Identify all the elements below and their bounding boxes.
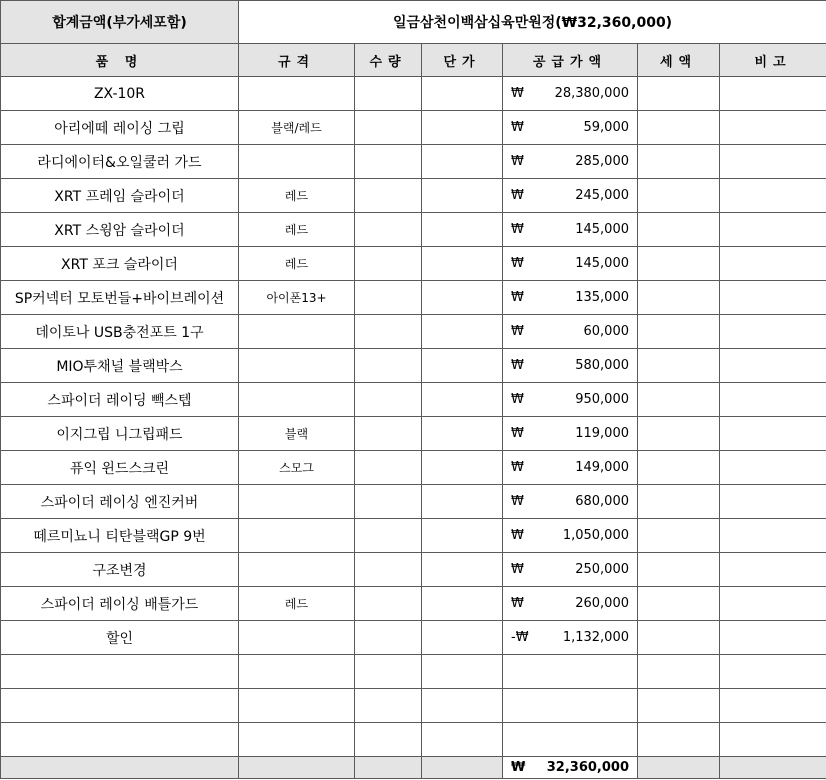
item-note xyxy=(720,723,826,757)
table-row xyxy=(1,383,826,417)
item-note xyxy=(720,485,826,519)
item-tax xyxy=(638,451,720,485)
item-supply-cell xyxy=(503,417,638,451)
item-tax xyxy=(638,145,720,179)
item-supply-cell xyxy=(503,111,638,145)
item-supply-amount: 950,000 xyxy=(575,392,629,407)
item-spec xyxy=(239,553,355,587)
item-spec xyxy=(239,315,355,349)
item-supply-amount: 285,000 xyxy=(575,154,629,169)
item-spec: 레드 xyxy=(239,179,355,213)
table-row xyxy=(1,213,826,247)
item-unit-price xyxy=(422,179,503,213)
item-unit-price xyxy=(422,281,503,315)
item-note xyxy=(720,689,826,723)
item-name: SP커넥터 모토번들+바이브레이션 xyxy=(1,281,239,315)
item-name: 떼르미뇨니 티탄블랙GP 9번 xyxy=(1,519,239,553)
table-row xyxy=(1,417,826,451)
item-qty xyxy=(355,145,422,179)
table-row xyxy=(1,77,826,111)
item-note xyxy=(720,553,826,587)
item-name: 아리에떼 레이싱 그립 xyxy=(1,111,239,145)
item-qty xyxy=(355,519,422,553)
item-spec xyxy=(239,519,355,553)
item-tax xyxy=(638,553,720,587)
item-supply-amount: 60,000 xyxy=(583,324,629,339)
item-qty xyxy=(355,383,422,417)
item-spec: 스모그 xyxy=(239,451,355,485)
item-unit-price xyxy=(422,383,503,417)
item-currency-symbol: ₩ xyxy=(511,120,524,135)
item-supply-amount: 28,380,000 xyxy=(554,86,629,101)
item-spec: 아이폰13+ xyxy=(239,281,355,315)
header-qty: 수량 xyxy=(355,44,422,77)
item-tax xyxy=(638,485,720,519)
table-row xyxy=(1,519,826,553)
item-supply-amount: 1,132,000 xyxy=(562,630,629,645)
total-blank-spec xyxy=(239,757,355,779)
item-supply-amount: 580,000 xyxy=(575,358,629,373)
item-tax xyxy=(638,77,720,111)
total-blank-qty xyxy=(355,757,422,779)
item-note xyxy=(720,451,826,485)
item-supply-cell xyxy=(503,553,638,587)
total-currency-symbol: ₩ xyxy=(511,760,526,775)
item-name: 라디에이터&오일쿨러 가드 xyxy=(1,145,239,179)
item-spec: 블랙/레드 xyxy=(239,111,355,145)
item-tax xyxy=(638,383,720,417)
item-qty xyxy=(355,179,422,213)
item-note xyxy=(720,587,826,621)
header-spec: 규격 xyxy=(239,44,355,77)
table-row xyxy=(1,451,826,485)
item-qty xyxy=(355,349,422,383)
item-supply-amount: 1,050,000 xyxy=(562,528,629,543)
item-supply-cell xyxy=(503,587,638,621)
item-note xyxy=(720,145,826,179)
item-spec xyxy=(239,349,355,383)
item-supply-cell xyxy=(503,383,638,417)
table-row xyxy=(1,281,826,315)
item-supply-cell xyxy=(503,519,638,553)
table-row xyxy=(1,111,826,145)
item-qty xyxy=(355,553,422,587)
item-note xyxy=(720,179,826,213)
item-qty xyxy=(355,689,422,723)
item-supply-amount: 245,000 xyxy=(575,188,629,203)
header-unit-price: 단가 xyxy=(422,44,503,77)
item-name: XRT 스윙암 슬라이더 xyxy=(1,213,239,247)
item-spec xyxy=(239,723,355,757)
item-qty xyxy=(355,451,422,485)
item-supply-amount: 260,000 xyxy=(575,596,629,611)
table-row xyxy=(1,655,826,689)
item-tax xyxy=(638,315,720,349)
item-note xyxy=(720,519,826,553)
item-spec: 레드 xyxy=(239,213,355,247)
column-header-row xyxy=(1,44,826,77)
item-unit-price xyxy=(422,723,503,757)
item-supply-cell xyxy=(503,689,638,723)
item-note xyxy=(720,349,826,383)
item-currency-symbol: ₩ xyxy=(511,256,524,271)
item-currency-symbol: ₩ xyxy=(511,460,524,475)
total-blank-note xyxy=(720,757,826,779)
table-row xyxy=(1,145,826,179)
item-tax xyxy=(638,179,720,213)
item-tax xyxy=(638,519,720,553)
summary-label: 합계금액(부가세포함) xyxy=(1,1,239,44)
item-unit-price xyxy=(422,519,503,553)
table-row xyxy=(1,247,826,281)
item-supply-cell xyxy=(503,485,638,519)
item-currency-symbol: ₩ xyxy=(511,154,524,169)
item-qty xyxy=(355,213,422,247)
table-row xyxy=(1,621,826,655)
header-tax: 세액 xyxy=(638,44,720,77)
item-supply-amount: 59,000 xyxy=(583,120,629,135)
total-blank-unit-price xyxy=(422,757,503,779)
header-name: 품 명 xyxy=(1,44,239,77)
item-unit-price xyxy=(422,655,503,689)
item-supply-cell xyxy=(503,145,638,179)
item-spec: 레드 xyxy=(239,587,355,621)
item-supply-amount: 145,000 xyxy=(575,256,629,271)
item-name: 퓨익 윈드스크린 xyxy=(1,451,239,485)
item-qty xyxy=(355,417,422,451)
item-tax xyxy=(638,621,720,655)
item-qty xyxy=(355,247,422,281)
item-spec xyxy=(239,485,355,519)
item-name xyxy=(1,655,239,689)
item-name: 스파이더 레이싱 엔진커버 xyxy=(1,485,239,519)
item-note xyxy=(720,655,826,689)
item-supply-cell xyxy=(503,349,638,383)
item-currency-symbol: ₩ xyxy=(511,562,524,577)
item-tax xyxy=(638,111,720,145)
item-currency-symbol: ₩ xyxy=(511,392,524,407)
item-unit-price xyxy=(422,111,503,145)
item-note xyxy=(720,281,826,315)
item-qty xyxy=(355,315,422,349)
item-currency-symbol: ₩ xyxy=(511,290,524,305)
item-qty xyxy=(355,655,422,689)
item-name: XRT 포크 슬라이더 xyxy=(1,247,239,281)
item-currency-symbol: ₩ xyxy=(511,528,524,543)
item-unit-price xyxy=(422,553,503,587)
item-tax xyxy=(638,213,720,247)
item-note xyxy=(720,213,826,247)
item-name: XRT 프레임 슬라이더 xyxy=(1,179,239,213)
summary-row xyxy=(1,1,826,44)
item-supply-amount: 119,000 xyxy=(575,426,629,441)
item-supply-amount: 149,000 xyxy=(575,460,629,475)
table-row xyxy=(1,553,826,587)
item-note xyxy=(720,417,826,451)
item-name: 할인 xyxy=(1,621,239,655)
item-qty xyxy=(355,77,422,111)
item-supply-amount: 250,000 xyxy=(575,562,629,577)
item-spec xyxy=(239,77,355,111)
item-spec xyxy=(239,689,355,723)
item-name: 이지그립 니그립패드 xyxy=(1,417,239,451)
item-spec xyxy=(239,383,355,417)
table-row xyxy=(1,485,826,519)
item-tax xyxy=(638,655,720,689)
total-supply-cell xyxy=(503,757,638,779)
total-blank-name xyxy=(1,757,239,779)
header-supply: 공급가액 xyxy=(503,44,638,77)
item-name xyxy=(1,723,239,757)
item-unit-price xyxy=(422,587,503,621)
item-currency-symbol: ₩ xyxy=(511,358,524,373)
item-spec xyxy=(239,621,355,655)
item-currency-symbol: ₩ xyxy=(511,222,524,237)
item-unit-price xyxy=(422,451,503,485)
item-tax xyxy=(638,281,720,315)
item-supply-amount: 680,000 xyxy=(575,494,629,509)
table-row xyxy=(1,587,826,621)
item-currency-symbol: -₩ xyxy=(511,630,529,645)
item-supply-cell xyxy=(503,281,638,315)
item-unit-price xyxy=(422,689,503,723)
item-currency-symbol: ₩ xyxy=(511,324,524,339)
item-note xyxy=(720,621,826,655)
item-currency-symbol: ₩ xyxy=(511,494,524,509)
item-currency-symbol: ₩ xyxy=(511,596,524,611)
item-name xyxy=(1,689,239,723)
item-supply-cell xyxy=(503,315,638,349)
item-supply-amount: 145,000 xyxy=(575,222,629,237)
item-note xyxy=(720,111,826,145)
item-note xyxy=(720,315,826,349)
item-tax xyxy=(638,417,720,451)
item-supply-cell xyxy=(503,621,638,655)
item-tax xyxy=(638,247,720,281)
item-supply-cell xyxy=(503,723,638,757)
item-unit-price xyxy=(422,485,503,519)
item-unit-price xyxy=(422,247,503,281)
item-spec: 블랙 xyxy=(239,417,355,451)
item-spec xyxy=(239,655,355,689)
item-unit-price xyxy=(422,349,503,383)
item-supply-cell xyxy=(503,213,638,247)
item-name: 스파이더 레이싱 배틀가드 xyxy=(1,587,239,621)
summary-amount-text: 일금삼천이백삼십육만원정(₩32,360,000) xyxy=(239,1,826,44)
item-qty xyxy=(355,485,422,519)
item-unit-price xyxy=(422,145,503,179)
item-note xyxy=(720,247,826,281)
total-blank-tax xyxy=(638,757,720,779)
item-unit-price xyxy=(422,621,503,655)
item-qty xyxy=(355,621,422,655)
item-name: 스파이더 레이딩 빽스텝 xyxy=(1,383,239,417)
item-supply-cell xyxy=(503,655,638,689)
header-note: 비고 xyxy=(720,44,826,77)
item-note xyxy=(720,77,826,111)
item-note xyxy=(720,383,826,417)
item-supply-cell xyxy=(503,451,638,485)
item-qty xyxy=(355,587,422,621)
item-name: ZX-10R xyxy=(1,77,239,111)
item-unit-price xyxy=(422,77,503,111)
item-currency-symbol: ₩ xyxy=(511,86,524,101)
item-unit-price xyxy=(422,417,503,451)
item-unit-price xyxy=(422,213,503,247)
total-supply-amount: 32,360,000 xyxy=(546,760,629,775)
item-supply-cell xyxy=(503,179,638,213)
item-tax xyxy=(638,349,720,383)
item-currency-symbol: ₩ xyxy=(511,426,524,441)
table-row xyxy=(1,179,826,213)
item-supply-cell xyxy=(503,77,638,111)
item-qty xyxy=(355,111,422,145)
item-qty xyxy=(355,723,422,757)
item-qty xyxy=(355,281,422,315)
item-spec xyxy=(239,145,355,179)
item-tax xyxy=(638,723,720,757)
item-tax xyxy=(638,689,720,723)
item-name: 데이토나 USB충전포트 1구 xyxy=(1,315,239,349)
table-row xyxy=(1,315,826,349)
item-supply-amount: 135,000 xyxy=(575,290,629,305)
item-supply-cell xyxy=(503,247,638,281)
table-row xyxy=(1,723,826,757)
item-tax xyxy=(638,587,720,621)
item-name: 구조변경 xyxy=(1,553,239,587)
table-row xyxy=(1,689,826,723)
table-row xyxy=(1,349,826,383)
total-row xyxy=(1,757,826,779)
item-currency-symbol: ₩ xyxy=(511,188,524,203)
item-spec: 레드 xyxy=(239,247,355,281)
item-name: MIO투채널 블랙박스 xyxy=(1,349,239,383)
item-unit-price xyxy=(422,315,503,349)
